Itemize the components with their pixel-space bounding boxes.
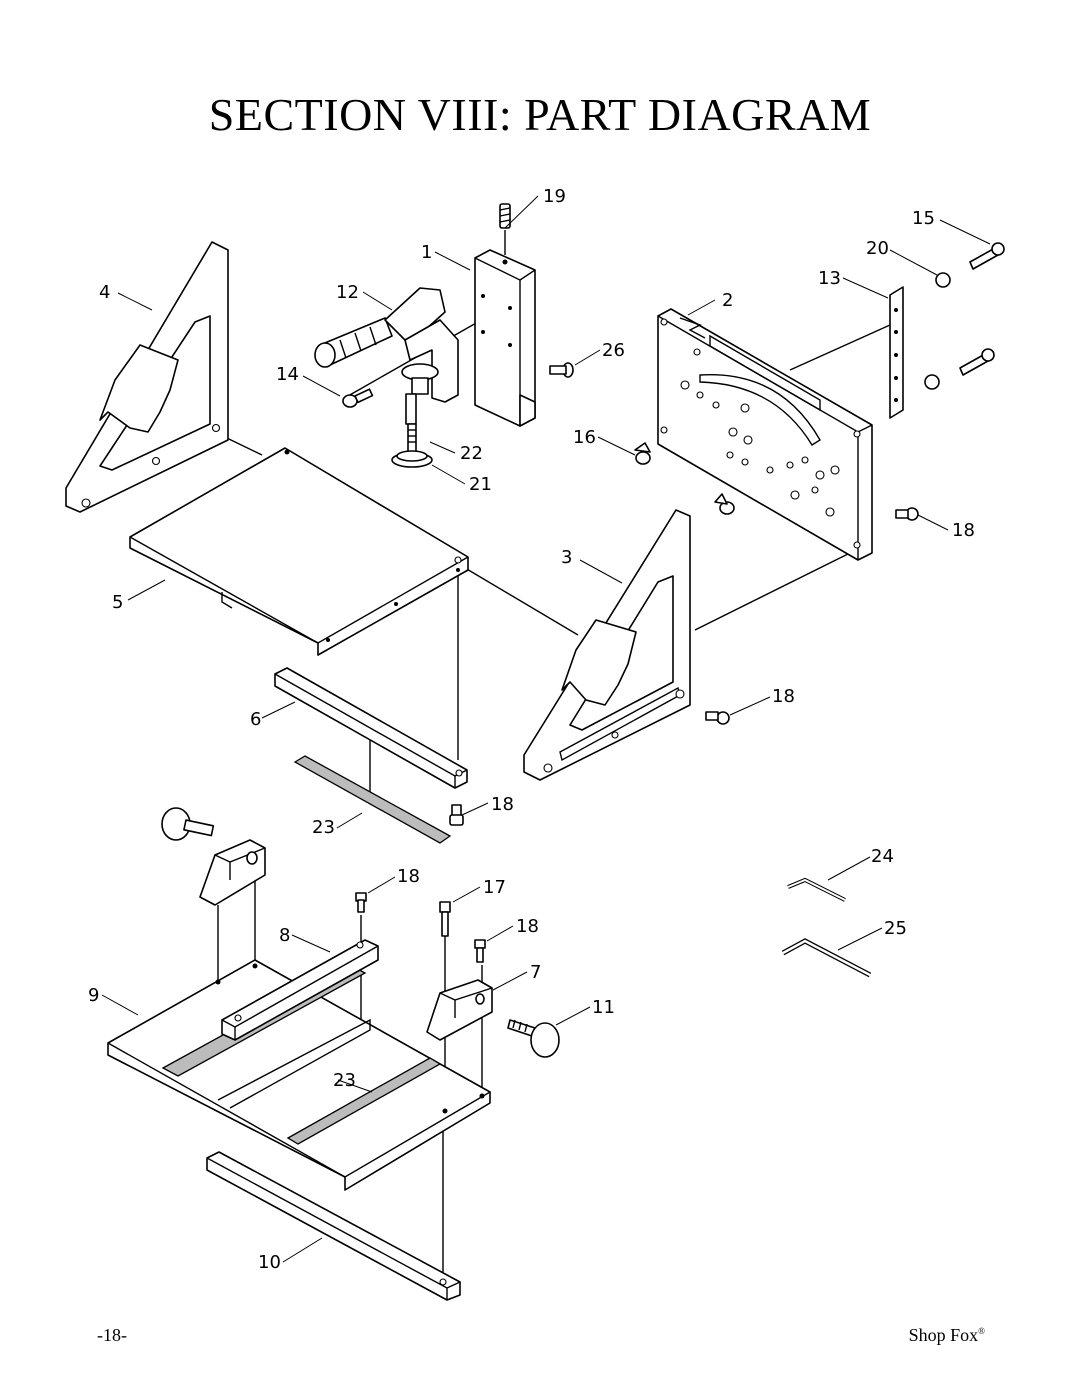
label-22: 22: [460, 443, 483, 464]
label-12: 12: [336, 282, 359, 303]
label-6: 6: [250, 709, 262, 730]
label-23-b: 23: [333, 1070, 356, 1091]
part-21-clamp-pad: [392, 451, 432, 467]
part-16-wing-nut-a: [635, 443, 650, 464]
brand-text: Shop Fox: [908, 1325, 979, 1345]
part-17-long-cap-screw: [440, 902, 450, 936]
part-22-spindle: [406, 394, 416, 452]
label-19: 19: [543, 186, 566, 207]
label-10: 10: [258, 1252, 281, 1273]
part-19-set-screw: [500, 204, 510, 255]
label-8: 8: [279, 925, 291, 946]
label-14: 14: [276, 364, 299, 385]
label-23-a: 23: [312, 817, 335, 838]
label-13: 13: [818, 268, 841, 289]
part-18-cap-screw-d: [356, 893, 366, 912]
upper-knob: [162, 808, 213, 840]
part-25-hex-key-large: [783, 941, 870, 975]
part-20-spacers: [925, 273, 950, 389]
part-18-cap-screw-b: [896, 508, 918, 520]
label-11: 11: [592, 997, 615, 1018]
part-18-cap-screw-e: [475, 940, 485, 962]
part-1-fence-block: [475, 250, 535, 426]
label-21: 21: [469, 474, 492, 495]
label-18-e: 18: [516, 916, 539, 937]
label-5: 5: [112, 592, 124, 613]
label-4: 4: [99, 282, 111, 303]
label-18-a: 18: [952, 520, 975, 541]
label-7: 7: [530, 962, 542, 983]
part-16-wing-nut-b: [715, 494, 734, 514]
part-24-hex-key-small: [788, 880, 845, 900]
label-20: 20: [866, 238, 889, 259]
brand-name: [909, 1325, 985, 1346]
part-18-cap-screw-a: [450, 805, 463, 825]
part-12-toggle-clamp: [315, 288, 458, 402]
page-title: SECTION VIII: PART DIAGRAM: [208, 89, 872, 140]
part-4-left-side-bracket: [66, 242, 228, 512]
label-1: 1: [421, 242, 433, 263]
label-18-d: 18: [397, 866, 420, 887]
label-17: 17: [483, 877, 506, 898]
part-14-pan-head-screw: [343, 389, 372, 407]
part-3-right-side-bracket: [524, 510, 690, 780]
label-16: 16: [573, 427, 596, 448]
label-18-b: 18: [772, 686, 795, 707]
part-18-cap-screw-c: [706, 712, 729, 724]
part-15-hex-bolts: [960, 243, 1004, 375]
label-18-c: 18: [491, 794, 514, 815]
page-number: -18-: [97, 1325, 127, 1345]
label-3: 3: [561, 547, 573, 568]
label-2: 2: [722, 290, 734, 311]
label-25: 25: [884, 918, 907, 939]
part-11-knob: [508, 1020, 559, 1057]
label-26: 26: [602, 340, 625, 361]
label-24: 24: [871, 846, 894, 867]
part-13-mounting-bar: [890, 287, 903, 418]
part-5-top-plate: [130, 448, 468, 655]
label-15: 15: [912, 208, 935, 229]
part-26-screw: [550, 363, 573, 377]
registered-mark: ®: [978, 1326, 985, 1336]
part-10-bottom-rail: [207, 1152, 460, 1300]
label-9: 9: [88, 985, 100, 1006]
part-6-slide-bar: [275, 668, 467, 788]
